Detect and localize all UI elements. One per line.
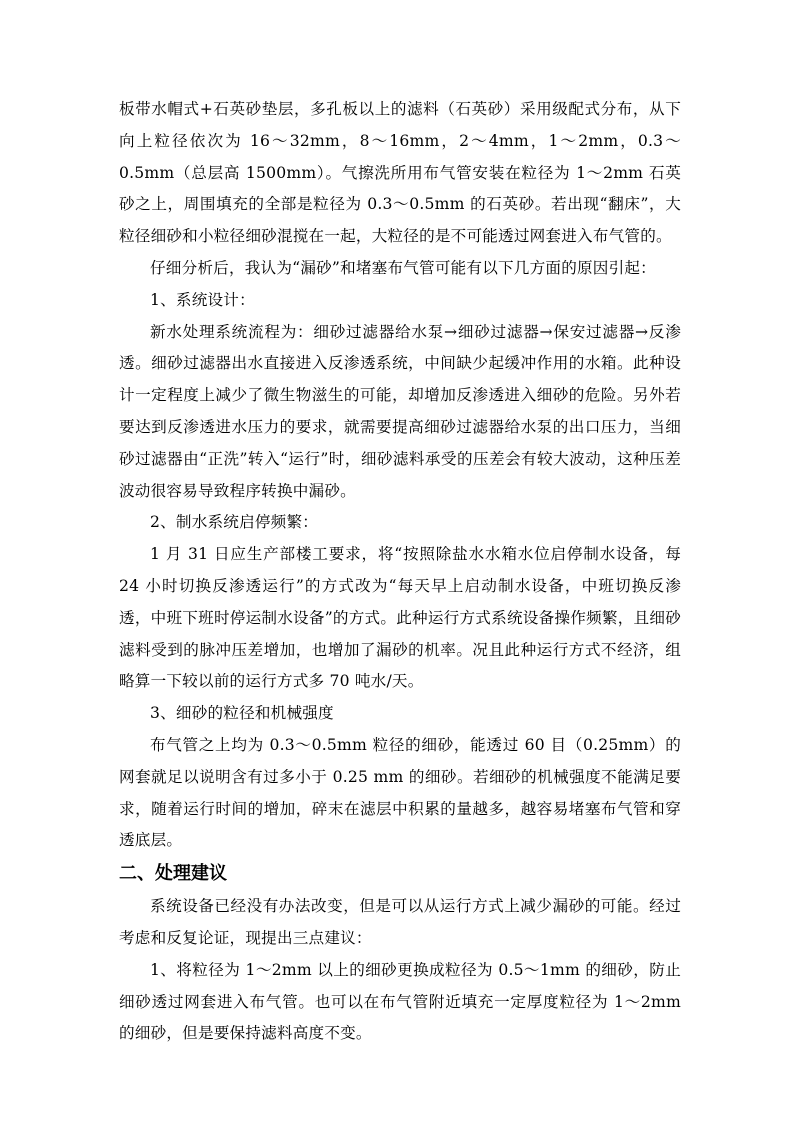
paragraph-suggestion-one: 1、将粒径为 1～2mm 以上的细砂更换成粒径为 0.5～1mm 的细砂，防止细砂透过网套进入布气管。也可以在布气管附近填充一定厚度粒径为 1～2mm 的细砂，但是要保持滤料高度不变。 xyxy=(119,960,681,1043)
document-body xyxy=(119,94,681,1050)
paragraph-filter-media-layers: 板带水帽式+石英砂垫层，多孔板以上的滤料（石英砂）采用级配式分布，从下向上粒径依次为 16～32mm，8～16mm，2～4mm，1～2mm，0.3～0.5mm（总层高 1500mm）。气擦洗所用布气管安装在粒径为 1～2mm 石英砂之上，周围填充的全部是粒径为 0.3～0.5mm 的石英砂。若出现“翻床”，大粒径细砂和小粒径细砂混搅在一起，大粒径的是不可能透过网套进入布气管的。 xyxy=(119,100,681,246)
subheading-system-design: 1、系统设计： xyxy=(150,290,255,309)
subheading-frequent-start-stop: 2、制水系统启停频繁： xyxy=(150,513,319,532)
paragraph-suggestions-intro: 系统设备已经没有办法改变，但是可以从运行方式上减少漏砂的可能。经过考虑和反复论证，现提出三点建议： xyxy=(119,897,681,947)
paragraph-frequent-start-stop: 1 月 31 日应生产部楼工要求，将“按照除盐水水箱水位启停制水设备，每 24 小时切换反渗透运行”的方式改为“每天早上启动制水设备，中班切换反渗透，中班下班时停运制水设备”的方式。此种运行方式系统设备操作频繁，且细砂滤料受到的脉冲压差增加，也增加了漏砂的机率。况且此种运行方式不经济，组略算一下较以前的运行方式多 70 吨水/天。 xyxy=(119,545,681,691)
subheading-sand-particle-size: 3、细砂的粒径和机械强度 xyxy=(150,704,334,723)
paragraph-analysis-intro: 仔细分析后，我认为“漏砂”和堵塞布气管可能有以下几方面的原因引起： xyxy=(150,258,656,277)
section-heading-suggestions: 二、处理建议 xyxy=(119,863,227,885)
paragraph-system-design: 新水处理系统流程为：细砂过滤器给水泵→细砂过滤器→保安过滤器→反渗透。细砂过滤器出水直接进入反渗透系统，中间缺少起缓冲作用的水箱。此种设计一定程度上减少了微生物滋生的可能，却增加反渗透进入细砂的危险。另外若要达到反渗透进水压力的要求，就需要提高细砂过滤器给水泵的出口压力，当细砂过滤器由“正洗”转入“运行”时，细砂滤料承受的压差会有较大波动，这种压差波动很容易导致程序转换中漏砂。 xyxy=(119,322,681,500)
paragraph-sand-particle-size: 布气管之上均为 0.3～0.5mm 粒径的细砂，能透过 60 目（0.25mm）的网套就足以说明含有过多小于 0.25 mm 的细砂。若细砂的机械强度不能满足要求，随着运行时间的增加，碎末在滤层中积累的量越多，越容易堵塞布气管和穿透底层。 xyxy=(119,735,681,850)
